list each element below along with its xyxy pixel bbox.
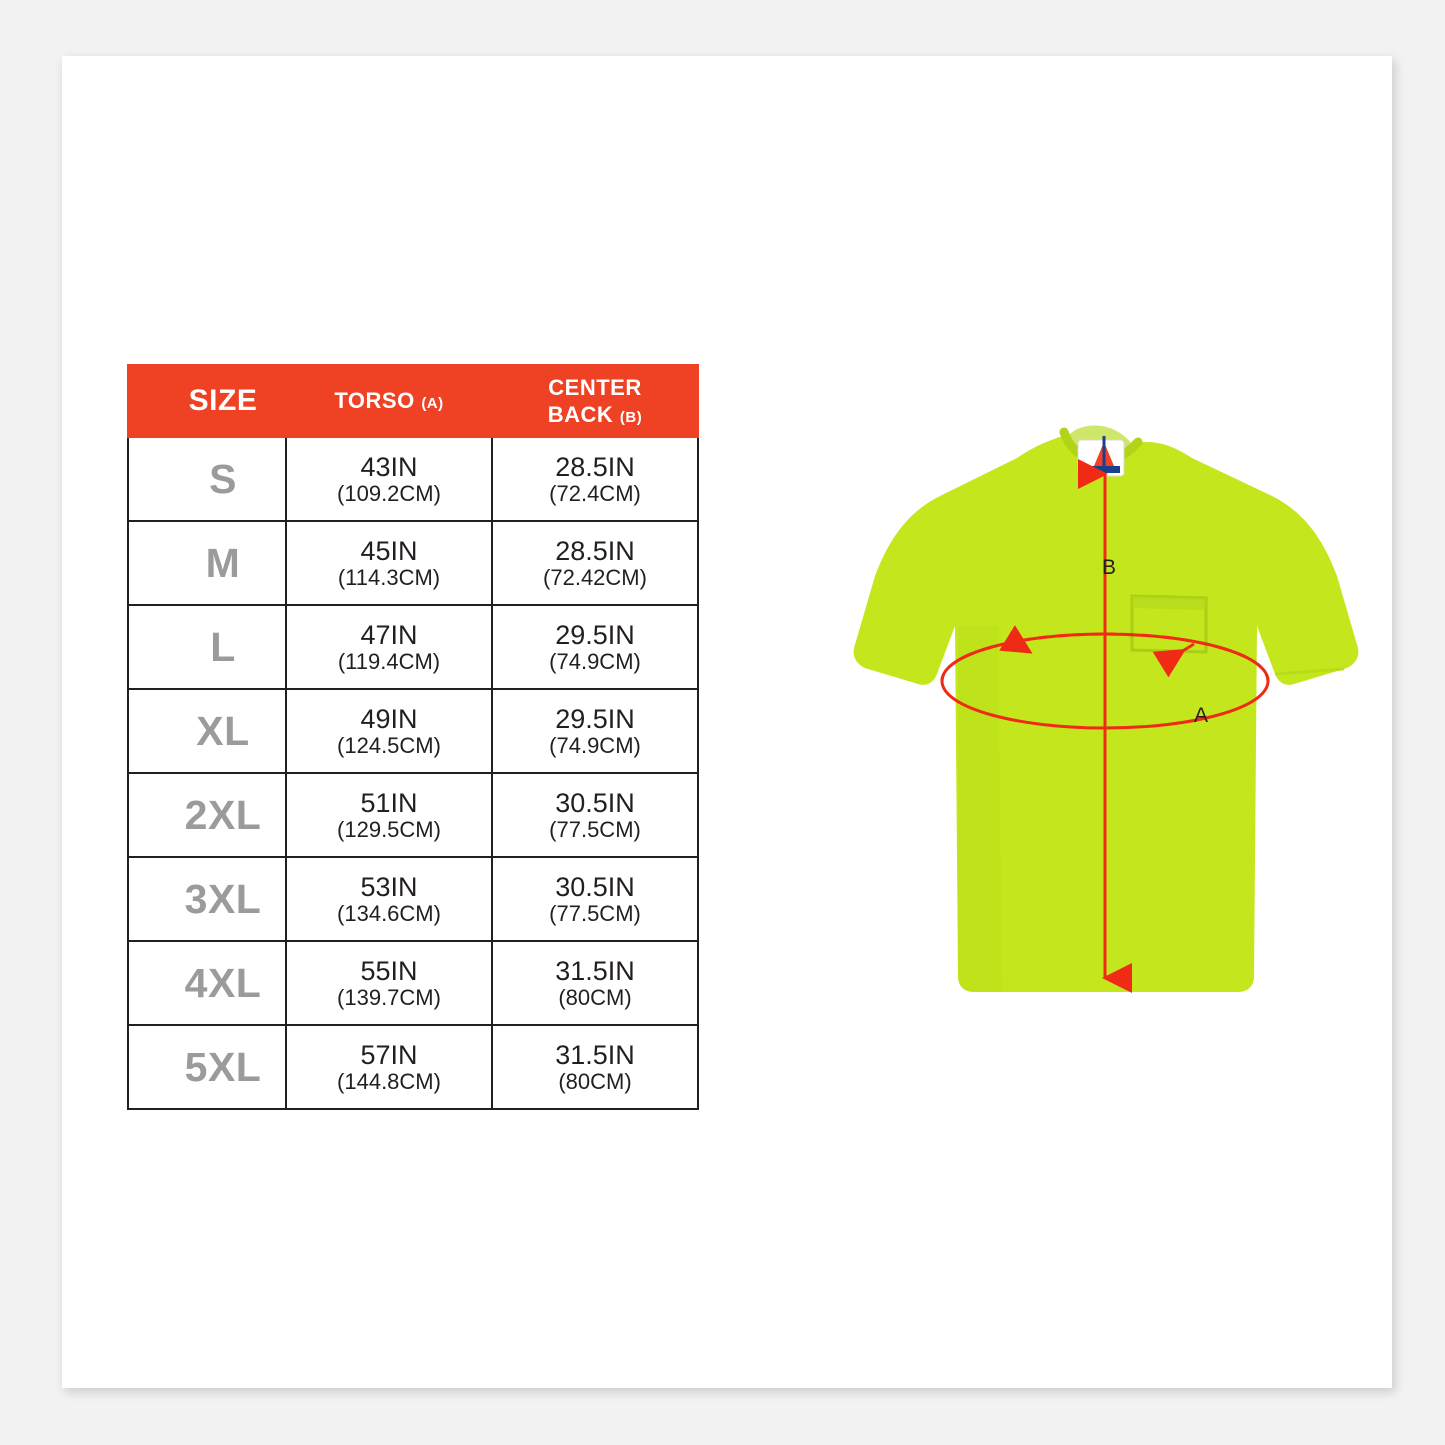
- cell-torso: [286, 773, 492, 857]
- cell-size: 3XL: [128, 857, 286, 941]
- cell-torso-cm: (109.2CM): [337, 480, 441, 506]
- cell-torso-cm: (119.4CM): [337, 648, 441, 674]
- cell-torso-inches: 57IN: [360, 1039, 418, 1070]
- cell-center-back-inches: 28.5IN: [555, 535, 635, 566]
- brand-tag-icon: [1078, 436, 1124, 476]
- cell-center-back-inches: 30.5IN: [555, 787, 635, 818]
- table-row: [128, 857, 698, 941]
- cell-center-back-inches: 28.5IN: [555, 451, 635, 482]
- cell-center-back: [492, 941, 698, 1025]
- cell-center-back-cm: (77.5CM): [549, 816, 641, 842]
- table-row: [128, 605, 698, 689]
- cell-size: 5XL: [128, 1025, 286, 1109]
- column-header-center-back-line1: CENTER: [548, 374, 642, 400]
- cell-torso-inches: 43IN: [360, 451, 418, 482]
- cell-center-back: [492, 1025, 698, 1109]
- table-row: [128, 1025, 698, 1109]
- cell-torso-cm: (139.7CM): [337, 984, 441, 1010]
- cell-torso-inches: 47IN: [360, 619, 418, 650]
- column-header-torso: [286, 365, 492, 437]
- table-header-row: [128, 365, 698, 437]
- cell-center-back-cm: (80CM): [558, 1068, 632, 1094]
- cell-torso: [286, 1025, 492, 1109]
- cell-torso: [286, 941, 492, 1025]
- label-a: A: [1194, 704, 1209, 727]
- cell-size: XL: [128, 689, 286, 773]
- cell-torso-inches: 53IN: [360, 871, 418, 902]
- cell-center-back-cm: (74.9CM): [549, 648, 641, 674]
- table-row: [128, 437, 698, 521]
- cell-torso: [286, 857, 492, 941]
- column-header-center-back-sub: (B): [619, 409, 643, 426]
- column-header-size: SIZE: [128, 365, 286, 437]
- size-chart-table: [127, 364, 699, 1110]
- cell-center-back-inches: 31.5IN: [555, 1039, 635, 1070]
- label-b: B: [1102, 556, 1117, 579]
- cell-size: 2XL: [128, 773, 286, 857]
- table-row: [128, 689, 698, 773]
- cell-center-back-cm: (72.4CM): [549, 480, 641, 506]
- cell-torso-inches: 55IN: [360, 955, 418, 986]
- cell-size: 4XL: [128, 941, 286, 1025]
- column-header-center-back-line2: BACK: [547, 402, 614, 427]
- cell-center-back: [492, 857, 698, 941]
- cell-torso-cm: (129.5CM): [337, 816, 441, 842]
- column-header-torso-label: TORSO: [334, 388, 415, 414]
- cell-torso-cm: (144.8CM): [337, 1068, 441, 1094]
- cell-center-back: [492, 605, 698, 689]
- cell-center-back-inches: 31.5IN: [555, 955, 635, 986]
- cell-center-back-cm: (72.42CM): [543, 564, 647, 590]
- cell-torso: [286, 689, 492, 773]
- cell-center-back-cm: (80CM): [558, 984, 632, 1010]
- cell-center-back-inches: 29.5IN: [555, 703, 635, 734]
- column-header-center-back: [492, 365, 698, 437]
- cell-center-back-inches: 29.5IN: [555, 619, 635, 650]
- cell-center-back-cm: (77.5CM): [549, 900, 641, 926]
- cell-size: L: [128, 605, 286, 689]
- cell-torso-inches: 45IN: [360, 535, 418, 566]
- table-row: [128, 773, 698, 857]
- cell-torso: [286, 437, 492, 521]
- cell-torso-cm: (124.5CM): [337, 732, 441, 758]
- shirt-diagram: [802, 416, 1362, 1036]
- cell-torso-cm: (134.6CM): [337, 900, 441, 926]
- table-body: [128, 437, 698, 1109]
- table-row: [128, 941, 698, 1025]
- cell-torso: [286, 605, 492, 689]
- cell-center-back: [492, 521, 698, 605]
- cell-center-back-cm: (74.9CM): [549, 732, 641, 758]
- column-header-torso-sub: (A): [421, 395, 444, 413]
- cell-center-back: [492, 437, 698, 521]
- table-row: [128, 521, 698, 605]
- cell-center-back-inches: 30.5IN: [555, 871, 635, 902]
- cell-torso-inches: 49IN: [360, 703, 418, 734]
- cell-size: M: [128, 521, 286, 605]
- size-chart-card: [62, 56, 1392, 1388]
- cell-center-back: [492, 773, 698, 857]
- table-header: [128, 365, 698, 437]
- cell-torso-cm: (114.3CM): [337, 564, 441, 590]
- shirt-illustration: [802, 416, 1362, 1036]
- cell-size: S: [128, 437, 286, 521]
- cell-torso: [286, 521, 492, 605]
- cell-torso-inches: 51IN: [360, 787, 418, 818]
- cell-center-back: [492, 689, 698, 773]
